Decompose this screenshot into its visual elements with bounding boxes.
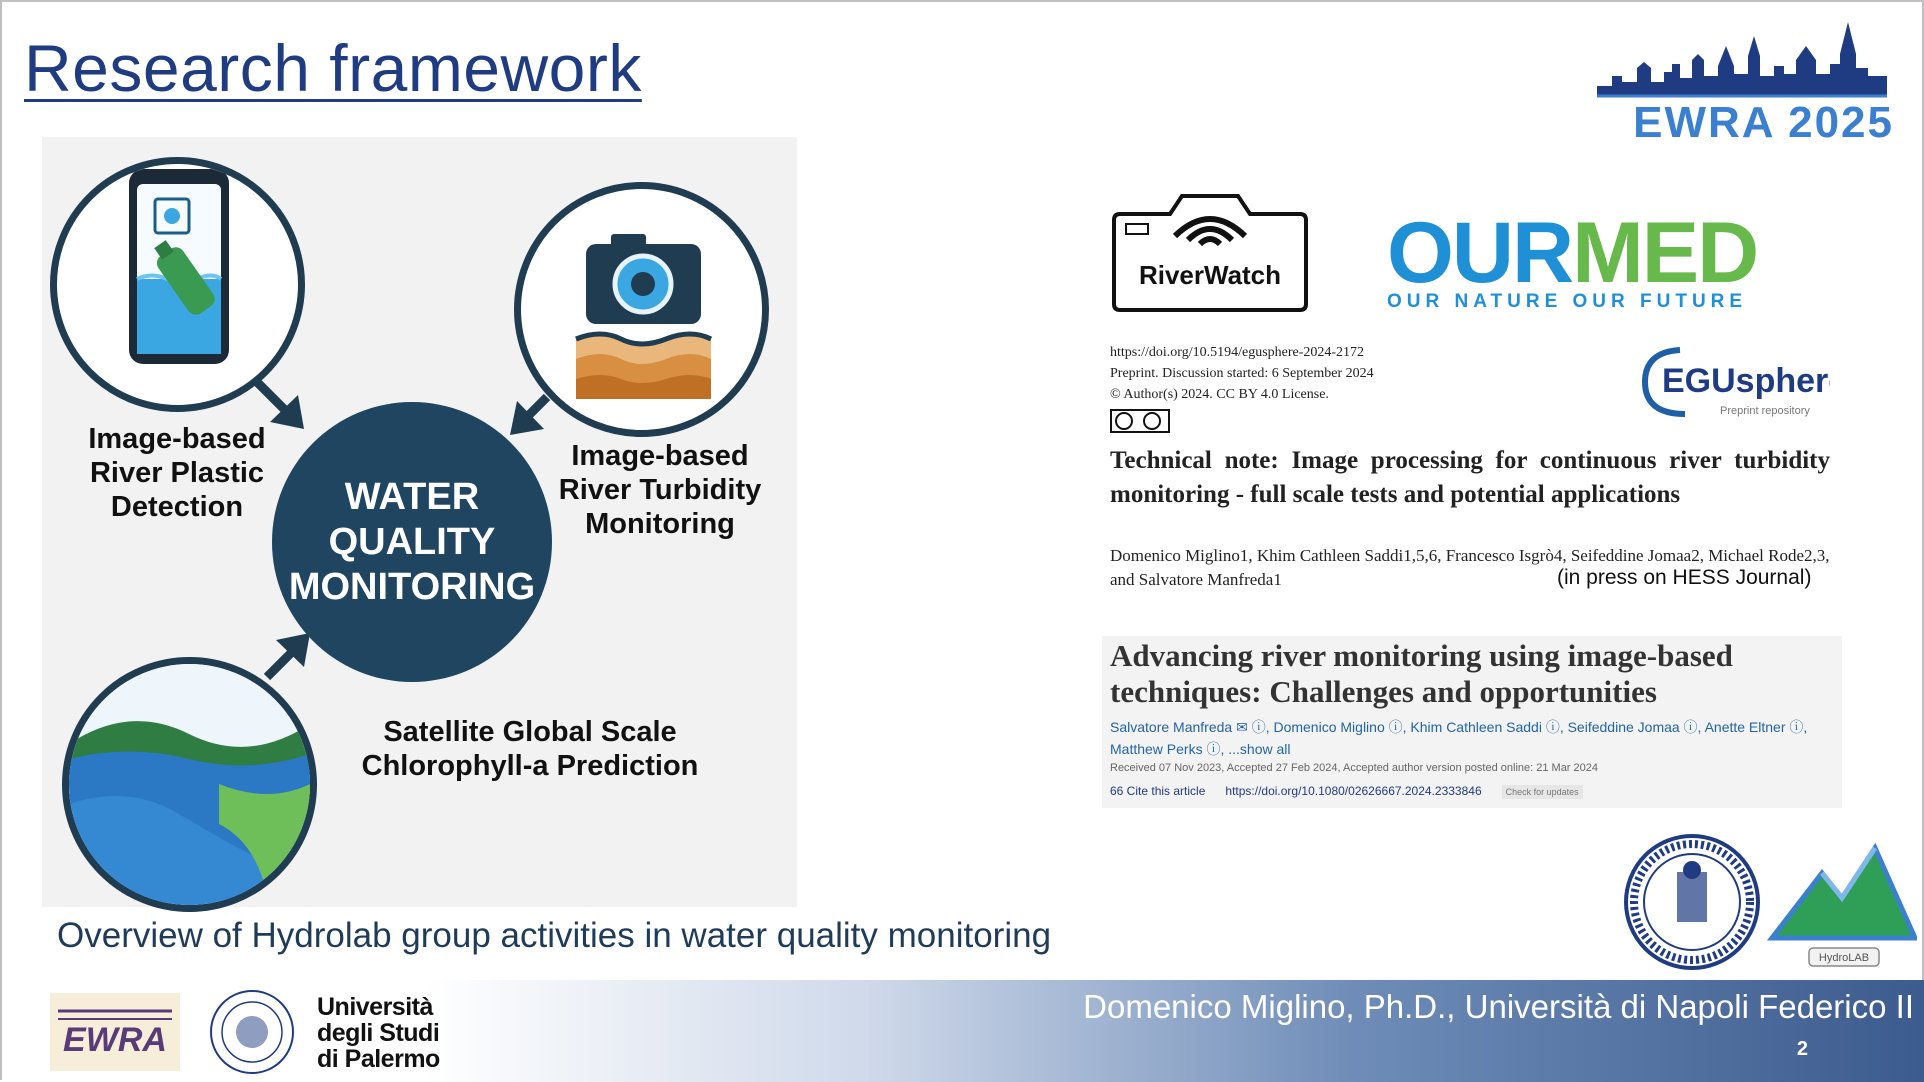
paper1-doi[interactable]: https://doi.org/10.5194/egusphere-2024-2172 — [1110, 345, 1365, 360]
mountain-icon — [1767, 838, 1917, 973]
egu-sub: Preprint repository — [1720, 405, 1810, 417]
cite-article-link[interactable]: 66 Cite this article — [1110, 784, 1206, 798]
paper2-title: Advancing river monitoring using image-based techniques: Challenges and opportunities — [1110, 638, 1733, 709]
water-quality-infographic — [42, 137, 797, 907]
unipa-line-1: Università — [317, 993, 433, 1021]
plastic-label-line-1: Image-based — [88, 423, 266, 455]
paper1-preprint: Preprint. Discussion started: 6 September 2024 — [1110, 366, 1374, 381]
hydrolab-text: HydroLAB — [1818, 952, 1870, 964]
federico-ii-seal — [1622, 832, 1762, 972]
ewra-year-text: EWRA 2025 — [1633, 98, 1894, 147]
satellite-label-line-1: Satellite Global Scale — [383, 716, 677, 748]
plastic-label-line-2: River Plastic — [89, 457, 265, 489]
hub-line-2: QUALITY — [328, 520, 496, 563]
ourmed-tagline: OUR NATURE OUR FUTURE — [1387, 291, 1748, 312]
check-updates-button[interactable]: Check for updates — [1502, 785, 1583, 799]
turbidity-label-line-2: River Turbidity — [558, 474, 762, 506]
water-quality-monitoring-hub — [272, 402, 552, 682]
riverwatch-text: RiverWatch — [1138, 260, 1282, 290]
unipa-line-3: di Palermo — [317, 1045, 440, 1073]
riverwatch-logo — [1110, 184, 1310, 314]
paper-image-based-techniques — [1102, 636, 1842, 808]
turbidity-label-line-3: Monitoring — [585, 508, 735, 540]
egusphere-icon — [1640, 342, 1830, 422]
city-skyline-icon — [1592, 16, 1892, 106]
ourmed-word: OURMED — [1387, 212, 1758, 301]
hub-line-1: WATER — [344, 475, 480, 518]
satellite-label-line-2: Chlorophyll-a Prediction — [361, 750, 699, 782]
unipa-seal — [208, 988, 296, 1076]
egu-name: EGUsphere — [1662, 362, 1830, 400]
plastic-label-line-3: Detection — [110, 491, 244, 523]
paper2-links — [1102, 776, 1842, 806]
presenter-credit: Domenico Miglino, Ph.D., Università di Napoli Federico II — [1083, 988, 1914, 1025]
slide-caption: Overview of Hydrolab group activities in water quality monitoring — [57, 916, 1052, 955]
ourmed-logo — [1387, 212, 1797, 312]
unipa-name — [317, 994, 440, 1072]
ewra-footer-text: EWRA — [63, 1021, 167, 1059]
riverwatch-camera-icon — [1110, 184, 1310, 314]
paper2-authors[interactable]: Salvatore Manfreda ✉ ⓘ, Domenico Miglino ⓘ, Khim Cathleen Saddi ⓘ, Seifeddine Jomaa ⓘ, Anette Eltner ⓘ, — [1110, 719, 1808, 735]
satellite-chlorophyll-label — [330, 715, 730, 783]
page-number: 2 — [1796, 1038, 1808, 1060]
plastic-detection-label — [67, 422, 287, 524]
unipa-line-2: degli Studi — [317, 1019, 440, 1047]
turbidity-monitoring-label — [550, 439, 770, 541]
ewra-footer-logo — [50, 993, 180, 1071]
paper1-license: © Author(s) 2024. CC BY 4.0 License. — [1110, 387, 1329, 402]
page-title: Research framework — [24, 31, 642, 105]
paper1-authors: Domenico Miglino1, Khim Cathleen Saddi1,5,6, Francesco Isgrò4, Seifeddine Jomaa2, Michael Rode2,3, and Salvatore Manfreda1 — [1110, 546, 1830, 589]
university-seal-icon — [1622, 832, 1762, 972]
paper2-dates: Received 07 Nov 2023, Accepted 27 Feb 2024, Accepted author version posted online: 21 Mar 2024 — [1110, 762, 1598, 774]
footer-bar — [2, 980, 1924, 1082]
paper2-authors-more[interactable]: Matthew Perks ⓘ, ...show all — [1110, 741, 1291, 757]
unipa-seal-icon — [208, 988, 296, 1076]
egusphere-logo — [1640, 342, 1830, 422]
ourmed-wordmark — [1387, 212, 1797, 312]
turbidity-label-line-1: Image-based — [571, 440, 749, 472]
paper2-doi-link[interactable]: https://doi.org/10.1080/02626667.2024.2333846 — [1225, 784, 1482, 798]
hub-line-3: MONITORING — [288, 565, 536, 608]
paper1-press-note: (in press on HESS Journal) — [1557, 566, 1812, 589]
paper1-title: Technical note: Image processing for continuous river turbidity monitoring - full scale tests and potential applications — [1110, 447, 1830, 508]
hydrolab-logo — [1767, 838, 1917, 973]
